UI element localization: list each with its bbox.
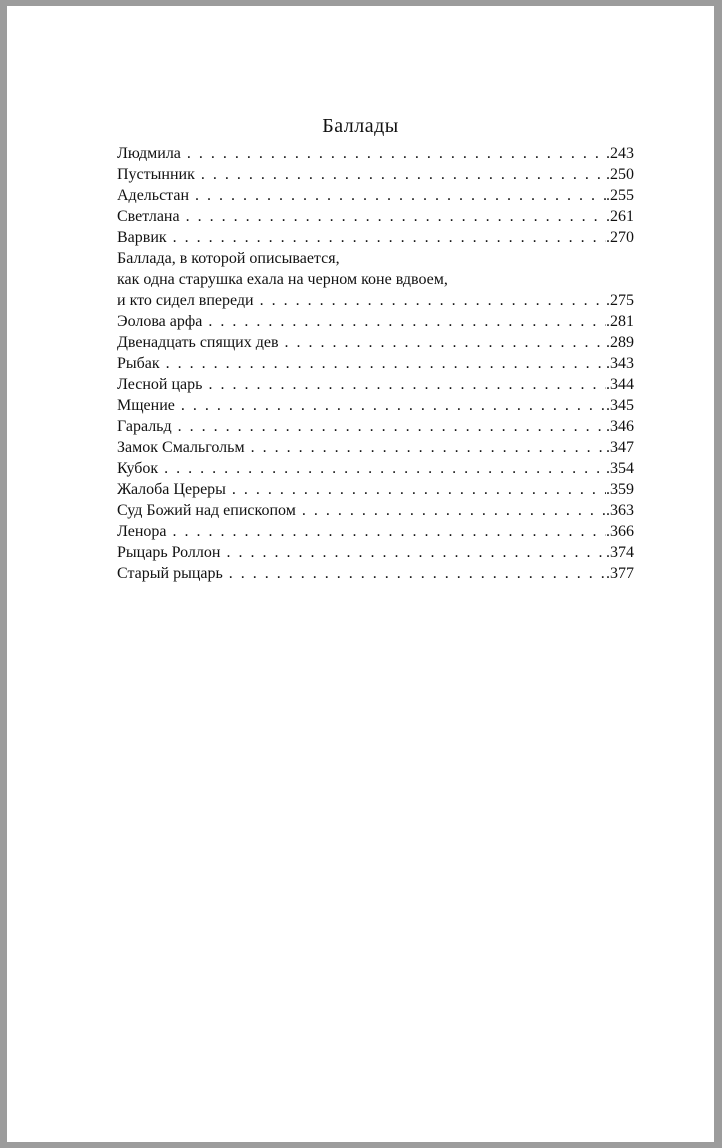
toc-entry-title-line: и кто сидел впереди: [117, 292, 254, 309]
dot-leader: [220, 542, 606, 563]
toc-entry: [117, 542, 634, 563]
toc-entry-page: .289: [606, 334, 634, 351]
toc-entry-title: Эолова арфа: [117, 313, 203, 330]
section-title: Баллады: [322, 115, 399, 137]
toc-entry: [117, 185, 634, 206]
toc-entry-title: Рыбак: [117, 355, 160, 372]
dot-leader: [167, 227, 606, 248]
toc-entry-title: Суд Божий над епископом: [117, 502, 296, 519]
toc-entry-page: .270: [606, 229, 634, 246]
dot-leader: [180, 206, 606, 227]
toc-entry-page: .345: [606, 397, 634, 414]
dot-leader: [167, 521, 606, 542]
toc-entry-page: .374: [606, 544, 634, 561]
dot-leader: [175, 395, 606, 416]
toc-entry-page: .243: [606, 145, 634, 162]
dot-leader: [172, 416, 606, 437]
toc-entry: [117, 143, 634, 164]
dot-leader: [226, 479, 606, 500]
toc-entry-page: .275: [606, 292, 634, 309]
dot-leader: [254, 290, 606, 311]
toc-entry: [117, 374, 634, 395]
toc-entry: [117, 353, 634, 374]
toc-entry-page: .250: [606, 166, 634, 183]
toc-entry-page: .255: [606, 187, 634, 204]
toc-entry-title: Жалоба Цереры: [117, 481, 226, 498]
toc-entry-title: Варвик: [117, 229, 167, 246]
toc-entry-title: Рыцарь Роллон: [117, 544, 221, 561]
toc-entry-page: .359: [606, 481, 634, 498]
dot-leader: [202, 311, 606, 332]
toc-entry-page: .343: [606, 355, 634, 372]
dot-leader: [158, 458, 606, 479]
dot-leader: [189, 185, 606, 206]
toc-entry-page: .261: [606, 208, 634, 225]
dot-leader: [245, 437, 606, 458]
toc-entry-page: .347: [606, 439, 634, 456]
toc-entry: [117, 332, 634, 353]
toc-entry: [117, 311, 634, 332]
toc-entry-title: Пустынник: [117, 166, 195, 183]
toc-entry: [117, 164, 634, 185]
toc-entry: [117, 500, 634, 521]
dot-leader: [279, 332, 606, 353]
toc-entry-page: .366: [606, 523, 634, 540]
toc-entry: [117, 521, 634, 542]
toc-entry: [117, 458, 634, 479]
toc-entry-title-line: Баллада, в которой описывается,: [117, 250, 340, 267]
dot-leader: [202, 374, 606, 395]
toc-entry-page: .354: [606, 460, 634, 477]
toc-entry: [117, 227, 634, 248]
toc-entry: [117, 479, 634, 500]
table-of-contents: [117, 143, 634, 584]
toc-entry-last-line: [117, 290, 634, 311]
toc-entry-page: .346: [606, 418, 634, 435]
toc-entry: [117, 395, 634, 416]
toc-entry-title: Мщение: [117, 397, 175, 414]
dot-leader: [181, 143, 606, 164]
toc-entry-title-line: как одна старушка ехала на черном коне вдвоем,: [117, 271, 448, 288]
toc-entry-title: Двенадцать спящих дев: [117, 334, 279, 351]
toc-entry: [117, 416, 634, 437]
toc-entry-page: .377: [606, 565, 634, 582]
toc-entry-title: Замок Смальгольм: [117, 439, 245, 456]
toc-entry-title: Лесной царь: [117, 376, 203, 393]
dot-leader: [195, 164, 606, 185]
toc-entry-page: .344: [606, 376, 634, 393]
dot-leader: [296, 500, 606, 521]
toc-entry-title: Адельстан: [117, 187, 190, 204]
toc-entry-multiline: [117, 248, 634, 311]
toc-entry-title: Светлана: [117, 208, 180, 225]
dot-leader: [223, 563, 606, 584]
toc-entry: [117, 563, 634, 584]
toc-entry-page: .281: [606, 313, 634, 330]
toc-entry-title: Старый рыцарь: [117, 565, 223, 582]
toc-entry-title: Ленора: [117, 523, 167, 540]
toc-entry-page: .363: [606, 502, 634, 519]
toc-entry: [117, 206, 634, 227]
toc-entry-title: Людмила: [117, 145, 181, 162]
toc-entry: [117, 437, 634, 458]
toc-entry-title: Гаральд: [117, 418, 172, 435]
book-page: [7, 6, 714, 1142]
dot-leader: [160, 353, 606, 374]
toc-entry-title: Кубок: [117, 460, 159, 477]
